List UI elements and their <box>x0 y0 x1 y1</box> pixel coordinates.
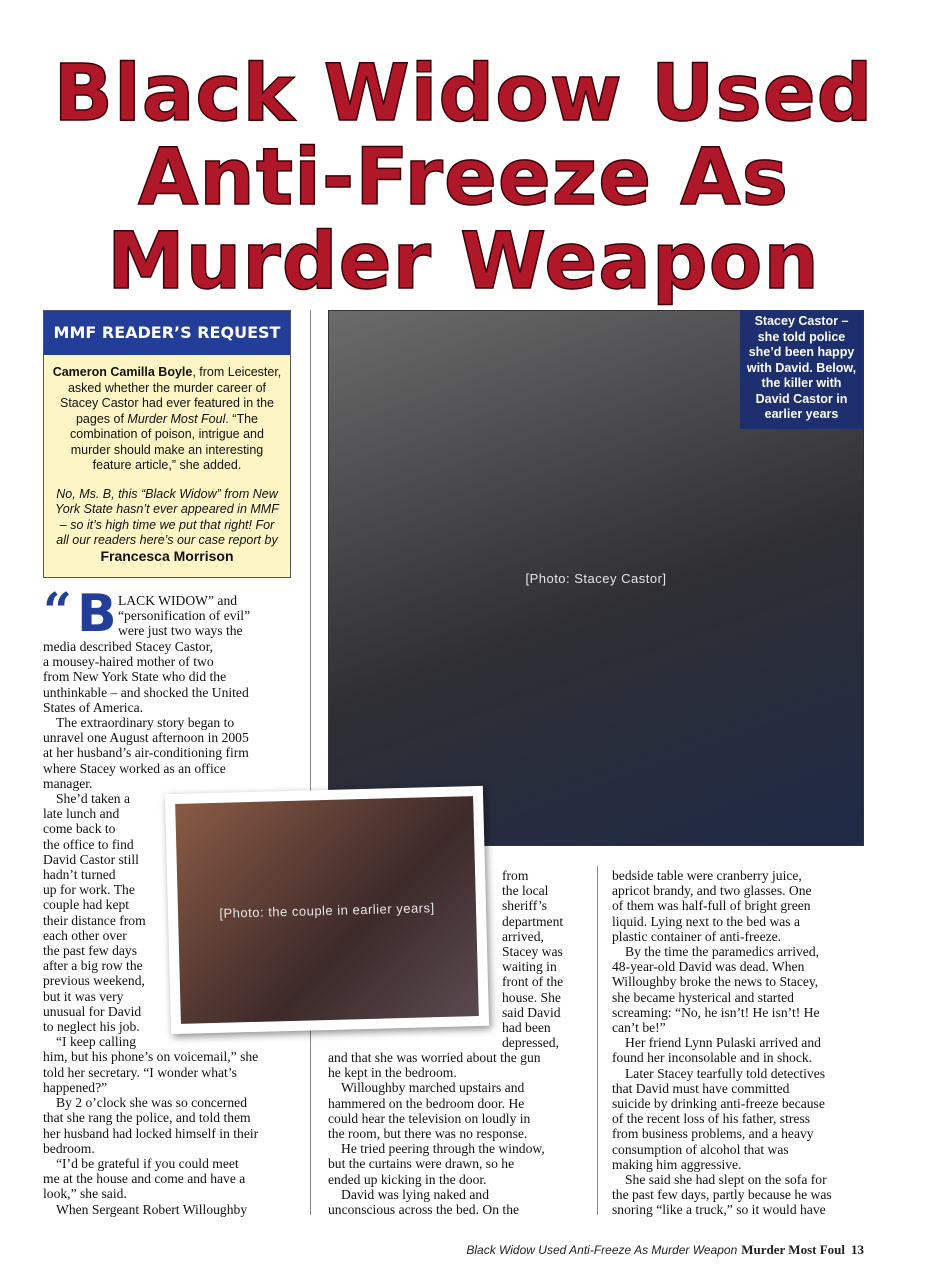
text-line: where Stacey worked as an office <box>43 760 226 776</box>
text-line: can’t be!” <box>612 1020 666 1036</box>
column-3-body <box>612 868 832 1218</box>
text-line: her husband had locked himself in their <box>43 1125 259 1141</box>
text-line: Stacey was <box>502 944 563 960</box>
text-line: hammered on the bedroom door. He <box>328 1095 525 1111</box>
text-line: and that she was worried about the gun <box>328 1050 541 1065</box>
text-line: liquid. Lying next to the bed was a <box>612 913 801 929</box>
photo-caption: Stacey Castor – she told police she’d been happy with David. Below, the killer with David Castor in earlier years <box>740 310 863 429</box>
text-line: bedroom. <box>43 1140 95 1156</box>
text-line: unconscious across the bed. On the <box>328 1202 520 1218</box>
text-line: found her inconsolable and in shock. <box>612 1050 813 1066</box>
text-line: LACK WIDOW” and <box>118 593 238 608</box>
text-line: that she rang the police, and told them <box>43 1110 251 1126</box>
text-line: manager. <box>43 775 93 791</box>
text-line: 48-year-old David was dead. When <box>612 959 805 975</box>
drop-cap-letter: B <box>77 584 117 644</box>
drop-cap-quote: “ <box>43 581 72 640</box>
text-line: but the curtains were drawn, so he <box>328 1156 515 1172</box>
text-line: up for work. The <box>43 882 135 898</box>
text-line: Her friend Lynn Pulaski arrived and <box>625 1035 821 1051</box>
text-line: a mousey-haired mother of two <box>43 654 214 670</box>
text-line: arrived, <box>502 928 544 944</box>
text-line: She said she had slept on the sofa for <box>625 1172 827 1188</box>
inset-photo <box>165 786 489 1034</box>
text-line: suicide by drinking anti-freeze because <box>612 1096 825 1112</box>
text-line: unravel one August afternoon in 2005 <box>43 730 249 746</box>
text-line: at her husband’s air-conditioning firm <box>43 745 249 761</box>
inset-photo-placeholder <box>175 796 479 1024</box>
text-line: She’d taken a <box>56 791 130 807</box>
text-line: front of the <box>502 974 564 990</box>
text-line: David was lying naked and <box>341 1186 489 1202</box>
text-line: “I keep calling <box>56 1034 137 1050</box>
headline <box>0 49 927 307</box>
text-line: sheriff’s <box>502 898 548 914</box>
request-text-a: , from Leicester, asked whether the murder career of Stacey Castor had ever featured in the pages of <box>59 365 282 426</box>
text-line: were just two ways the <box>118 623 243 639</box>
text-line: previous weekend, <box>43 973 145 989</box>
footer-running-title: Black Widow Used Anti-Freeze As Murder Weapon <box>466 1243 738 1257</box>
text-line: look,” she said. <box>43 1186 127 1202</box>
text-line: Willoughby marched upstairs and <box>341 1080 525 1096</box>
text-line: but it was very <box>43 988 124 1004</box>
author-name: Francesca Morrison <box>100 547 234 564</box>
page-footer <box>466 1242 864 1258</box>
text-line: of them was half-full of bright green <box>612 898 811 914</box>
text-line: that David must have committed <box>612 1080 790 1096</box>
text-line: could hear the television on loudly in <box>328 1110 531 1126</box>
text-line: States of America. <box>43 699 144 715</box>
text-line: late lunch and <box>43 806 120 822</box>
text-line: to neglect his job. <box>43 1019 140 1035</box>
text-line: ended up kicking in the door. <box>328 1171 487 1187</box>
text-line: him, but his phone’s on voicemail,” she <box>43 1049 259 1065</box>
text-line: she became hysterical and started <box>612 989 794 1005</box>
text-line: David Castor still <box>43 851 139 867</box>
column-2-wrap <box>502 868 563 1050</box>
text-line: He tried peering through the window, <box>341 1141 545 1157</box>
editor-reply-text: No, Ms. B, this “Black Widow” from New York State hasn’t ever appeared in MMF – so it’s high time we put that right! For all our readers here’s our case report by <box>55 486 279 547</box>
column-1-intro <box>118 593 250 639</box>
column-2-body <box>328 1050 545 1217</box>
requester-name: Cameron Camilla Boyle <box>52 365 193 379</box>
text-line: plastic container of anti-freeze. <box>612 928 782 944</box>
drop-cap <box>43 581 118 644</box>
text-line: media described Stacey Castor, <box>43 639 214 654</box>
text-line: consumption of alcohol that was <box>612 1141 789 1157</box>
column-rule-left <box>310 310 311 1215</box>
text-line: said David <box>502 1004 561 1020</box>
text-line: unusual for David <box>43 1003 142 1019</box>
text-line: “personification of evil” <box>118 608 251 624</box>
text-line: of the recent loss of his father, stress <box>612 1111 811 1127</box>
text-line: the past few days <box>43 943 137 959</box>
column-rule-right <box>597 866 598 1215</box>
text-line: The extraordinary story began to <box>56 715 235 731</box>
text-line: By 2 o’clock she was so concerned <box>56 1095 248 1111</box>
reader-request-body <box>44 355 290 565</box>
reader-request-paragraph-1 <box>52 365 282 474</box>
text-line: screaming: “No, he isn’t! He isn’t! He <box>612 1004 820 1020</box>
footer-magazine: Murder Most Foul <box>741 1242 845 1257</box>
text-line: hadn’t turned <box>43 867 116 883</box>
text-line: By the time the paramedics arrived, <box>625 944 820 960</box>
text-line: couple had kept <box>43 897 130 913</box>
headline-line-2: Anti-Freeze As <box>137 133 790 223</box>
text-line: snoring “like a truck,” so it would have <box>612 1202 826 1218</box>
text-line: told her secretary. “I wonder what’s <box>43 1064 237 1080</box>
text-line: bedside table were cranberry juice, <box>612 868 802 883</box>
text-line: house. She <box>502 989 561 1005</box>
text-line: Willoughby broke the news to Stacey, <box>612 974 819 990</box>
text-line: apricot brandy, and two glasses. One <box>612 883 812 899</box>
text-line: “I’d be grateful if you could meet <box>56 1155 239 1171</box>
text-line: unthinkable – and shocked the United <box>43 684 249 700</box>
inset-photo-label: [Photo: the couple in earlier years] <box>219 899 435 921</box>
text-line: after a big row the <box>43 958 143 974</box>
text-line: each other over <box>43 927 127 943</box>
text-line: happened?” <box>43 1079 108 1095</box>
reader-request-title: MMF READER’S REQUEST <box>44 311 290 355</box>
text-line: had been <box>502 1020 551 1036</box>
text-line: the local <box>502 883 549 899</box>
reader-request-box <box>43 310 291 578</box>
text-line: their distance from <box>43 912 146 928</box>
main-photo-label: [Photo: Stacey Castor] <box>525 570 667 586</box>
text-line: When Sergeant Robert Willoughby <box>56 1201 248 1217</box>
magazine-name-inline: Murder Most Foul <box>127 411 226 426</box>
page-number: 13 <box>851 1242 864 1257</box>
request-text-b: . “The combination of poison, intrigue and murder should make an interesting feature article,” she added. <box>70 411 264 472</box>
text-line: from New York State who did the <box>43 669 227 685</box>
text-line: the room, but there was no response. <box>328 1126 528 1142</box>
text-line: making him aggressive. <box>612 1156 742 1172</box>
reader-request-paragraph-2 <box>52 487 282 566</box>
text-line: come back to <box>43 821 116 837</box>
text-line: he kept in the bedroom. <box>328 1065 457 1081</box>
text-line: from business problems, and a heavy <box>612 1126 814 1142</box>
text-line: depressed, <box>502 1035 559 1051</box>
headline-line-3: Murder Weapon <box>107 217 820 307</box>
text-line: me at the house and come and have a <box>43 1171 246 1187</box>
text-line: Later Stacey tearfully told detectives <box>625 1065 826 1081</box>
headline-line-1: Black Widow Used <box>53 49 874 139</box>
text-line: waiting in <box>502 959 557 975</box>
text-line: from <box>502 868 529 883</box>
text-line: the office to find <box>43 836 134 852</box>
text-line: department <box>502 913 564 929</box>
text-line: the past few days, partly because he was <box>612 1187 832 1203</box>
